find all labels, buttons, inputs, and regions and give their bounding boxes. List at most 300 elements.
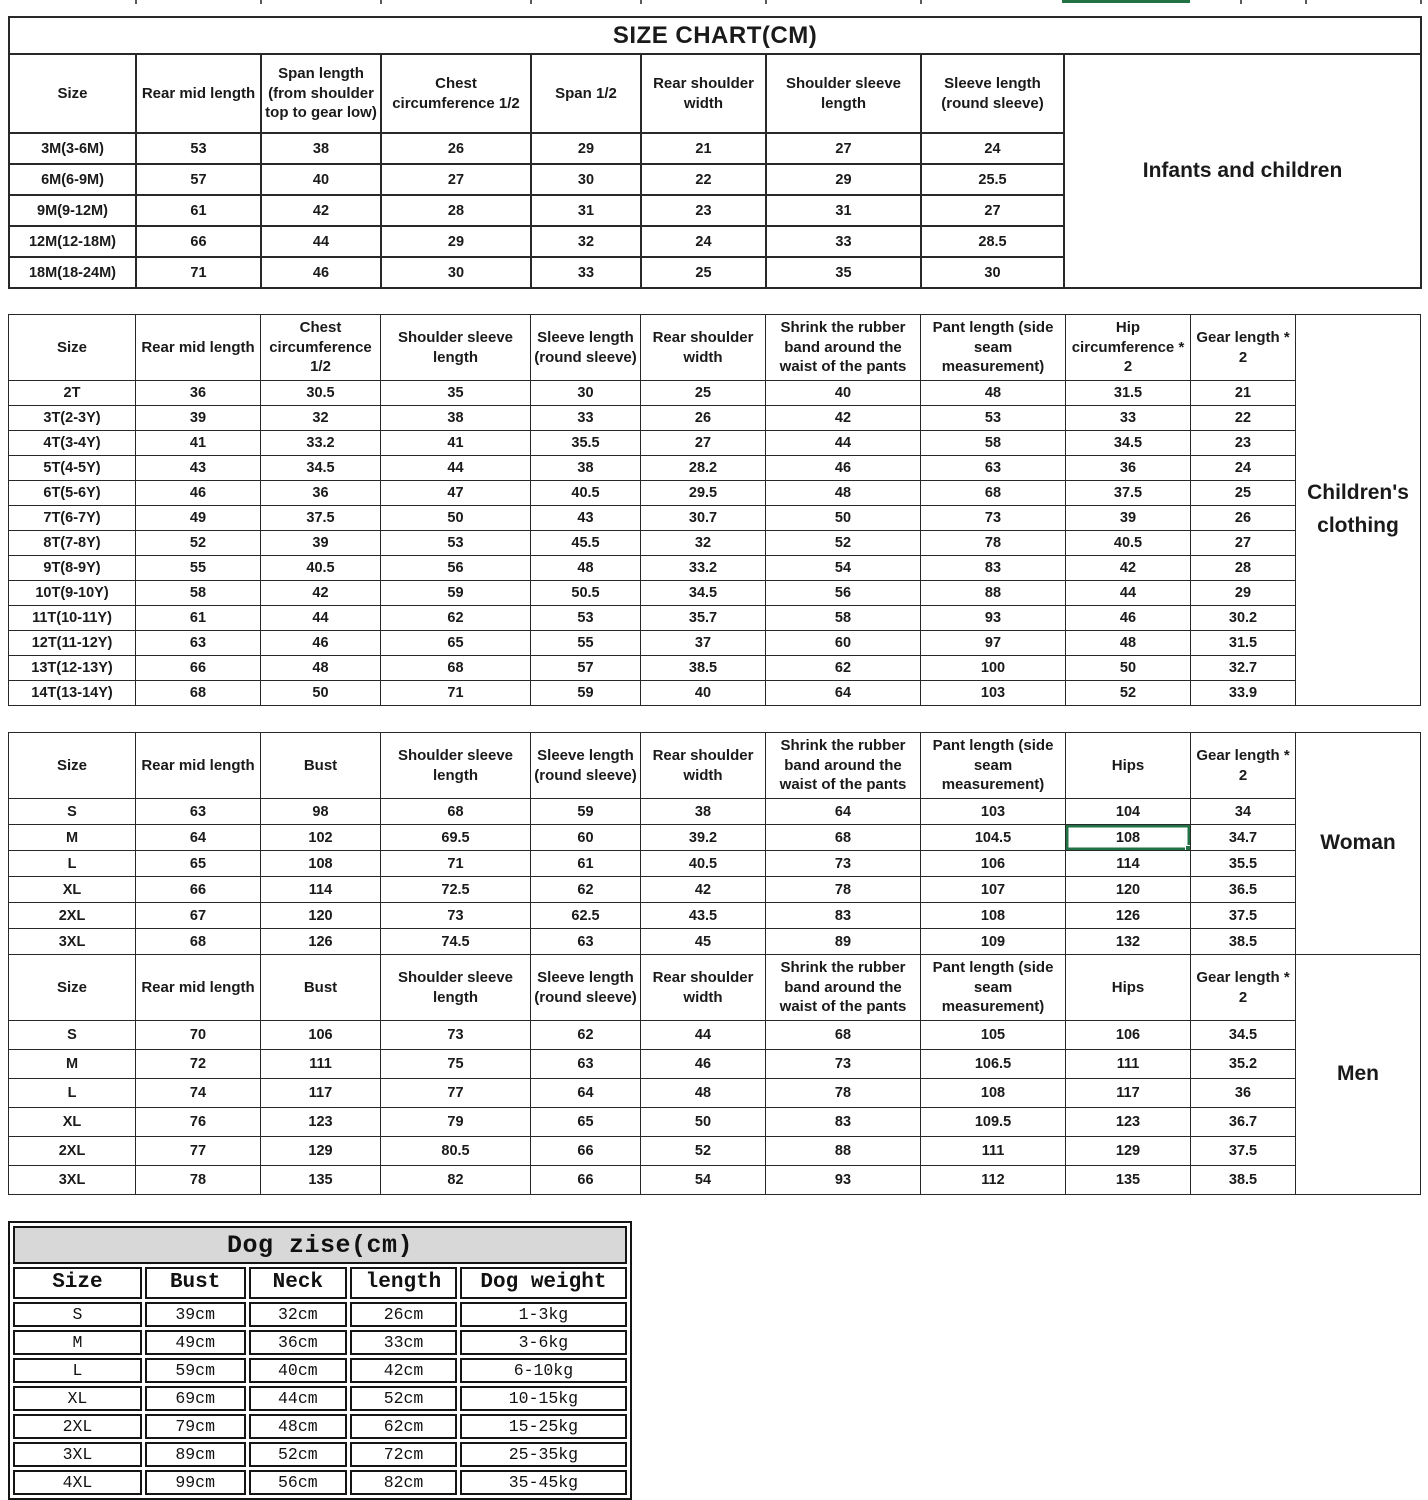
row-size-cell: L: [13, 1358, 142, 1383]
value-cell: 25-35kg: [460, 1442, 627, 1467]
value-cell: 30.5: [261, 381, 381, 406]
value-cell: 72cm: [350, 1442, 457, 1467]
value-cell: 66: [136, 656, 261, 681]
column-header: Pant length (side seam measurement): [921, 315, 1066, 381]
value-cell: 135: [261, 1166, 381, 1195]
value-cell: 93: [766, 1166, 921, 1195]
value-cell: 28.5: [921, 226, 1064, 257]
value-cell: 62.5: [531, 903, 641, 929]
value-cell: 40: [261, 164, 381, 195]
value-cell: 37.5: [1191, 903, 1296, 929]
value-cell: 78: [136, 1166, 261, 1195]
value-cell: 44cm: [249, 1386, 348, 1411]
value-cell: 57: [136, 164, 261, 195]
value-cell: 63: [531, 1050, 641, 1079]
value-cell: 50: [381, 506, 531, 531]
row-size-cell: 5T(4-5Y): [9, 456, 136, 481]
row-size-cell: 14T(13-14Y): [9, 681, 136, 706]
value-cell: 109: [921, 929, 1066, 955]
row-size-cell: 4T(3-4Y): [9, 431, 136, 456]
row-size-cell: S: [9, 1021, 136, 1050]
value-cell: 43: [531, 506, 641, 531]
value-cell: 39cm: [145, 1302, 246, 1327]
column-header: Hips: [1066, 955, 1191, 1021]
row-size-cell: 9T(8-9Y): [9, 556, 136, 581]
value-cell: 38: [531, 456, 641, 481]
value-cell: 129: [1066, 1137, 1191, 1166]
value-cell: 63: [136, 631, 261, 656]
value-cell: 10-15kg: [460, 1386, 627, 1411]
row-size-cell: M: [9, 1050, 136, 1079]
value-cell: 62: [531, 1021, 641, 1050]
row-size-cell: 3M(3-6M): [9, 133, 136, 164]
column-header: Pant length (side seam measurement): [921, 955, 1066, 1021]
row-size-cell: 2XL: [13, 1414, 142, 1439]
value-cell: 99cm: [145, 1470, 246, 1495]
row-size-cell: 12T(11-12Y): [9, 631, 136, 656]
grid-tick: [1420, 0, 1422, 4]
value-cell: 74: [136, 1079, 261, 1108]
value-cell: 40.5: [261, 556, 381, 581]
value-cell: 52: [641, 1137, 766, 1166]
column-header: Chest circumference 1/2: [261, 315, 381, 381]
value-cell: 61: [136, 195, 261, 226]
value-cell: 35: [381, 381, 531, 406]
value-cell: 48: [531, 556, 641, 581]
value-cell: 83: [766, 903, 921, 929]
value-cell: 36.5: [1191, 877, 1296, 903]
value-cell: 54: [766, 556, 921, 581]
value-cell: 21: [1191, 381, 1296, 406]
value-cell: 33: [531, 406, 641, 431]
value-cell: 63: [921, 456, 1066, 481]
value-cell: 68: [381, 799, 531, 825]
value-cell: 32cm: [249, 1302, 348, 1327]
value-cell: 42: [1066, 556, 1191, 581]
row-size-cell: 4XL: [13, 1470, 142, 1495]
grid-tick: [920, 0, 922, 4]
value-cell: 29: [381, 226, 531, 257]
value-cell: 27: [641, 431, 766, 456]
value-cell: 89: [766, 929, 921, 955]
column-header: Shoulder sleeve length: [381, 955, 531, 1021]
row-size-cell: S: [9, 799, 136, 825]
value-cell: 55: [531, 631, 641, 656]
value-cell: 66: [136, 226, 261, 257]
woman-size-table: [8, 732, 1420, 955]
value-cell: 29: [531, 133, 641, 164]
value-cell: 74.5: [381, 929, 531, 955]
value-cell: 21: [641, 133, 766, 164]
value-cell: 93: [921, 606, 1066, 631]
group-label: Men: [1296, 955, 1421, 1195]
value-cell: 27: [381, 164, 531, 195]
value-cell: 103: [921, 799, 1066, 825]
value-cell: 46: [261, 631, 381, 656]
value-cell: 52cm: [350, 1386, 457, 1411]
column-header: Size: [9, 955, 136, 1021]
row-size-cell: 10T(9-10Y): [9, 581, 136, 606]
value-cell: 24: [1191, 456, 1296, 481]
value-cell: 40.5: [641, 851, 766, 877]
value-cell: 89cm: [145, 1442, 246, 1467]
value-cell: 58: [766, 606, 921, 631]
value-cell: 22: [1191, 406, 1296, 431]
value-cell: 39: [1066, 506, 1191, 531]
value-cell: 111: [921, 1137, 1066, 1166]
value-cell: 46: [641, 1050, 766, 1079]
value-cell: 29: [766, 164, 921, 195]
value-cell: 36: [1066, 456, 1191, 481]
grid-tick: [260, 0, 262, 4]
value-cell: 98: [261, 799, 381, 825]
value-cell: 80.5: [381, 1137, 531, 1166]
row-size-cell: M: [13, 1330, 142, 1355]
row-size-cell: 6T(5-6Y): [9, 481, 136, 506]
value-cell: 70: [136, 1021, 261, 1050]
value-cell: 111: [261, 1050, 381, 1079]
value-cell: 40cm: [249, 1358, 348, 1383]
value-cell: 42: [766, 406, 921, 431]
value-cell: 65: [381, 631, 531, 656]
value-cell: 38.5: [1191, 1166, 1296, 1195]
value-cell: 39: [136, 406, 261, 431]
value-cell: 58: [921, 431, 1066, 456]
value-cell: 31.5: [1066, 381, 1191, 406]
value-cell: 35: [766, 257, 921, 288]
value-cell: 36cm: [249, 1330, 348, 1355]
value-cell: 50.5: [531, 581, 641, 606]
value-cell: 68: [136, 929, 261, 955]
value-cell: 73: [766, 1050, 921, 1079]
value-cell: 30.2: [1191, 606, 1296, 631]
value-cell: 65: [136, 851, 261, 877]
value-cell: 37: [641, 631, 766, 656]
value-cell: 53: [381, 531, 531, 556]
value-cell: 123: [1066, 1108, 1191, 1137]
value-cell: 73: [766, 851, 921, 877]
value-cell: 30: [531, 381, 641, 406]
value-cell: 42: [261, 581, 381, 606]
value-cell: 27: [921, 195, 1064, 226]
column-header: Bust: [145, 1267, 246, 1299]
value-cell: 97: [921, 631, 1066, 656]
value-cell: 44: [766, 431, 921, 456]
value-cell: 77: [381, 1079, 531, 1108]
value-cell: 66: [531, 1166, 641, 1195]
value-cell: 25: [641, 257, 766, 288]
value-cell: 55: [136, 556, 261, 581]
column-header: Hip circumference * 2: [1066, 315, 1191, 381]
column-header: Rear shoulder width: [641, 733, 766, 799]
value-cell: 41: [136, 431, 261, 456]
value-cell: 35.5: [531, 431, 641, 456]
row-size-cell: 9M(9-12M): [9, 195, 136, 226]
value-cell: 58: [136, 581, 261, 606]
value-cell: 34.7: [1191, 825, 1296, 851]
row-size-cell: 3XL: [9, 1166, 136, 1195]
value-cell: 50: [261, 681, 381, 706]
value-cell: 63: [136, 799, 261, 825]
value-cell: 126: [261, 929, 381, 955]
column-header: Sleeve length (round sleeve): [531, 955, 641, 1021]
value-cell: 82cm: [350, 1470, 457, 1495]
value-cell: 36: [261, 481, 381, 506]
value-cell: 25: [1191, 481, 1296, 506]
row-size-cell: 3XL: [9, 929, 136, 955]
value-cell: 33.9: [1191, 681, 1296, 706]
value-cell: 48: [641, 1079, 766, 1108]
value-cell: 31.5: [1191, 631, 1296, 656]
value-cell: 54: [641, 1166, 766, 1195]
value-cell: 48: [1066, 631, 1191, 656]
value-cell: 66: [136, 877, 261, 903]
value-cell: 104.5: [921, 825, 1066, 851]
column-header: Size: [9, 315, 136, 381]
value-cell: 28.2: [641, 456, 766, 481]
value-cell: 23: [1191, 431, 1296, 456]
row-size-cell: 6M(6-9M): [9, 164, 136, 195]
value-cell: 44: [261, 606, 381, 631]
value-cell: 27: [1191, 531, 1296, 556]
value-cell: 77: [136, 1137, 261, 1166]
selected-column-highlight: [1062, 0, 1190, 3]
value-cell: 67: [136, 903, 261, 929]
value-cell: 33: [1066, 406, 1191, 431]
value-cell: 112: [921, 1166, 1066, 1195]
value-cell: 37.5: [261, 506, 381, 531]
value-cell: 43: [136, 456, 261, 481]
value-cell: 71: [136, 257, 261, 288]
row-size-cell: 18M(18-24M): [9, 257, 136, 288]
value-cell: 52: [136, 531, 261, 556]
row-size-cell: 8T(7-8Y): [9, 531, 136, 556]
value-cell: 83: [766, 1108, 921, 1137]
selected-cell[interactable]: 108: [1066, 825, 1191, 851]
value-cell: 56cm: [249, 1470, 348, 1495]
value-cell: 45: [641, 929, 766, 955]
value-cell: 23: [641, 195, 766, 226]
value-cell: 36: [1191, 1079, 1296, 1108]
value-cell: 62: [531, 877, 641, 903]
value-cell: 69.5: [381, 825, 531, 851]
column-header: Gear length * 2: [1191, 955, 1296, 1021]
value-cell: 117: [1066, 1079, 1191, 1108]
column-header: Dog weight: [460, 1267, 627, 1299]
row-size-cell: XL: [9, 1108, 136, 1137]
value-cell: 24: [641, 226, 766, 257]
infants-size-table: [8, 16, 1420, 289]
value-cell: 64: [136, 825, 261, 851]
value-cell: 78: [921, 531, 1066, 556]
value-cell: 25.5: [921, 164, 1064, 195]
value-cell: 79: [381, 1108, 531, 1137]
value-cell: 48: [261, 656, 381, 681]
row-size-cell: XL: [13, 1386, 142, 1411]
value-cell: 31: [531, 195, 641, 226]
value-cell: 48: [921, 381, 1066, 406]
value-cell: 40.5: [1066, 531, 1191, 556]
column-header: Neck: [249, 1267, 348, 1299]
column-header: Chest circumference 1/2: [381, 54, 531, 133]
value-cell: 40: [641, 681, 766, 706]
value-cell: 41: [381, 431, 531, 456]
column-header: Rear mid length: [136, 955, 261, 1021]
value-cell: 32.7: [1191, 656, 1296, 681]
value-cell: 30: [921, 257, 1064, 288]
value-cell: 76: [136, 1108, 261, 1137]
row-size-cell: 3T(2-3Y): [9, 406, 136, 431]
value-cell: 57: [531, 656, 641, 681]
column-header: Size: [9, 733, 136, 799]
column-header: length: [350, 1267, 457, 1299]
value-cell: 33: [766, 226, 921, 257]
value-cell: 60: [531, 825, 641, 851]
value-cell: 68: [766, 825, 921, 851]
grid-tick: [640, 0, 642, 4]
value-cell: 73: [381, 1021, 531, 1050]
value-cell: 108: [261, 851, 381, 877]
value-cell: 35-45kg: [460, 1470, 627, 1495]
value-cell: 46: [766, 456, 921, 481]
value-cell: 69cm: [145, 1386, 246, 1411]
value-cell: 52cm: [249, 1442, 348, 1467]
value-cell: 53: [921, 406, 1066, 431]
value-cell: 68: [136, 681, 261, 706]
value-cell: 35.2: [1191, 1050, 1296, 1079]
value-cell: 42: [261, 195, 381, 226]
value-cell: 30: [381, 257, 531, 288]
value-cell: 36: [136, 381, 261, 406]
value-cell: 88: [766, 1137, 921, 1166]
value-cell: 65: [531, 1108, 641, 1137]
column-header: Span length (from shoulder top to gear low): [261, 54, 381, 133]
value-cell: 102: [261, 825, 381, 851]
column-header: Gear length * 2: [1191, 315, 1296, 381]
value-cell: 109.5: [921, 1108, 1066, 1137]
row-size-cell: L: [9, 851, 136, 877]
column-header: Size: [9, 54, 136, 133]
column-header: Sleeve length (round sleeve): [531, 315, 641, 381]
value-cell: 40: [766, 381, 921, 406]
value-cell: 66: [531, 1137, 641, 1166]
value-cell: 36.7: [1191, 1108, 1296, 1137]
value-cell: 34: [1191, 799, 1296, 825]
value-cell: 29: [1191, 581, 1296, 606]
value-cell: 38.5: [1191, 929, 1296, 955]
column-header: Size: [13, 1267, 142, 1299]
value-cell: 44: [381, 456, 531, 481]
value-cell: 104: [1066, 799, 1191, 825]
value-cell: 48: [766, 481, 921, 506]
value-cell: 106: [261, 1021, 381, 1050]
value-cell: 46: [261, 257, 381, 288]
value-cell: 42: [641, 877, 766, 903]
value-cell: 28: [381, 195, 531, 226]
value-cell: 24: [921, 133, 1064, 164]
value-cell: 30: [531, 164, 641, 195]
value-cell: 25: [641, 381, 766, 406]
value-cell: 29.5: [641, 481, 766, 506]
value-cell: 37.5: [1066, 481, 1191, 506]
value-cell: 33.2: [641, 556, 766, 581]
row-size-cell: M: [9, 825, 136, 851]
value-cell: 50: [1066, 656, 1191, 681]
value-cell: 26: [381, 133, 531, 164]
value-cell: 44: [1066, 581, 1191, 606]
value-cell: 132: [1066, 929, 1191, 955]
value-cell: 39: [261, 531, 381, 556]
value-cell: 50: [766, 506, 921, 531]
value-cell: 100: [921, 656, 1066, 681]
value-cell: 33: [531, 257, 641, 288]
value-cell: 83: [921, 556, 1066, 581]
value-cell: 38.5: [641, 656, 766, 681]
value-cell: 34.5: [261, 456, 381, 481]
value-cell: 56: [381, 556, 531, 581]
value-cell: 108: [921, 903, 1066, 929]
row-size-cell: L: [9, 1079, 136, 1108]
value-cell: 64: [766, 681, 921, 706]
value-cell: 49cm: [145, 1330, 246, 1355]
value-cell: 40.5: [531, 481, 641, 506]
column-header: Shrink the rubber band around the waist of the pants: [766, 315, 921, 381]
value-cell: 73: [921, 506, 1066, 531]
value-cell: 114: [1066, 851, 1191, 877]
value-cell: 106: [1066, 1021, 1191, 1050]
value-cell: 62cm: [350, 1414, 457, 1439]
table-title: Dog zise(cm): [13, 1226, 627, 1264]
grid-tick: [1240, 0, 1242, 4]
value-cell: 79cm: [145, 1414, 246, 1439]
row-size-cell: 13T(12-13Y): [9, 656, 136, 681]
value-cell: 47: [381, 481, 531, 506]
value-cell: 120: [1066, 877, 1191, 903]
value-cell: 106: [921, 851, 1066, 877]
value-cell: 27: [766, 133, 921, 164]
value-cell: 68: [921, 481, 1066, 506]
column-header: Rear mid length: [136, 733, 261, 799]
column-header: Shrink the rubber band around the waist of the pants: [766, 733, 921, 799]
value-cell: 88: [921, 581, 1066, 606]
value-cell: 38: [641, 799, 766, 825]
value-cell: 64: [531, 1079, 641, 1108]
group-label: Children's clothing: [1296, 315, 1421, 706]
value-cell: 71: [381, 681, 531, 706]
value-cell: 63: [531, 929, 641, 955]
value-cell: 50: [641, 1108, 766, 1137]
dog-size-table: [8, 1221, 632, 1500]
value-cell: 15-25kg: [460, 1414, 627, 1439]
value-cell: 106.5: [921, 1050, 1066, 1079]
column-header: Hips: [1066, 733, 1191, 799]
value-cell: 43.5: [641, 903, 766, 929]
value-cell: 111: [1066, 1050, 1191, 1079]
row-size-cell: 11T(10-11Y): [9, 606, 136, 631]
value-cell: 26: [1191, 506, 1296, 531]
value-cell: 52: [1066, 681, 1191, 706]
value-cell: 68: [766, 1021, 921, 1050]
value-cell: 26: [641, 406, 766, 431]
value-cell: 46: [136, 481, 261, 506]
value-cell: 135: [1066, 1166, 1191, 1195]
column-header: Gear length * 2: [1191, 733, 1296, 799]
value-cell: 37.5: [1191, 1137, 1296, 1166]
value-cell: 126: [1066, 903, 1191, 929]
row-size-cell: 2XL: [9, 1137, 136, 1166]
column-header: Rear shoulder width: [641, 315, 766, 381]
value-cell: 33.2: [261, 431, 381, 456]
